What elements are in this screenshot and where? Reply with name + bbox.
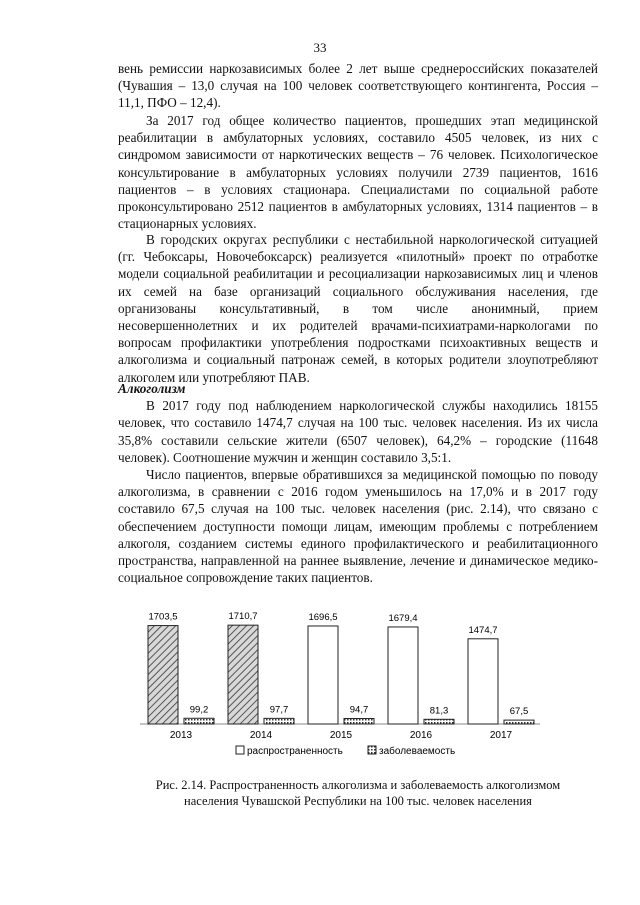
data-label-incidence-2016: 81,3 bbox=[429, 705, 449, 717]
legend-label-prevalence: распространенность bbox=[247, 746, 343, 757]
bar-incidence-2013 bbox=[184, 718, 214, 724]
legend-label-incidence: заболеваемость bbox=[379, 746, 456, 757]
bar-prevalence-2017 bbox=[468, 639, 498, 724]
bar-incidence-2015 bbox=[344, 719, 374, 724]
section-heading: Алкоголизм bbox=[118, 381, 186, 396]
figure-caption bbox=[118, 777, 598, 809]
caption-line: населения Чувашской Республики на 100 тыс. человек населения bbox=[184, 794, 532, 808]
paragraph-text: За 2017 год общее количество пациентов, прошедших этап медицинской реабилитации в амбулаторных условиях, составило 4505 человек, из них с синдромом зависимости от наркотических веществ – 76 человек. Психологическое консультирование в амбулаторных условиях получили 2739 пациентов, 1616 пациентов – в условиях стационара. Специалистами по социальной работе проконсультировано 2512 пациентов в амбулаторных условиях, 1314 пациентов – в стационарных условиях. bbox=[118, 113, 598, 232]
data-label-incidence-2014: 97,7 bbox=[269, 704, 289, 716]
data-label-prevalence-2015: 1696,5 bbox=[308, 611, 338, 623]
bar-incidence-2014 bbox=[264, 718, 294, 724]
data-label-incidence-2013: 99,2 bbox=[189, 704, 209, 716]
data-label-prevalence-2014: 1710,7 bbox=[228, 611, 258, 623]
paragraph-pilot-project bbox=[118, 231, 598, 386]
bar-incidence-2016 bbox=[424, 719, 454, 724]
tick-label-2013: 2013 bbox=[169, 730, 193, 741]
bar-prevalence-2013 bbox=[148, 626, 178, 724]
bar-prevalence-2015 bbox=[308, 626, 338, 724]
tick-label-2017: 2017 bbox=[489, 730, 513, 741]
data-label-prevalence-2017: 1474,7 bbox=[468, 624, 498, 636]
legend-swatch-prevalence bbox=[236, 746, 244, 754]
bar-prevalence-2014 bbox=[228, 625, 258, 724]
data-label-prevalence-2013: 1703,5 bbox=[148, 611, 178, 623]
tick-label-2016: 2016 bbox=[409, 730, 433, 741]
data-label-incidence-2015: 94,7 bbox=[349, 704, 369, 716]
bar-prevalence-2016 bbox=[388, 627, 418, 724]
data-label-prevalence-2016: 1679,4 bbox=[388, 612, 418, 624]
paragraph-text: В городских округах республики с нестабильной наркологической ситуацией (гг. Чебоксары, Новочебоксарск) реализуется «пилотный» проект по отработке модели социальной реабилитации и ресоциализации наркозависимых лиц и членов их семей на базе организаций социального обслуживания населения, где организованы консультативный, в том числе анонимный, прием несовершеннолетних и их родителей врачами-психиатрами-наркологами по вопросам профилактики употребления подростками психоактивных веществ и алкоголизма и социальный патронаж семей, в которых родители злоупотребляют алкоголем или употребляют ПАВ. bbox=[118, 232, 598, 385]
tick-label-2015: 2015 bbox=[329, 730, 353, 741]
section-alcoholism bbox=[118, 380, 598, 586]
caption-line: Рис. 2.14. Распространенность алкоголизма и заболеваемость алкоголизмом bbox=[155, 778, 561, 792]
paragraph-text: вень ремиссии наркозависимых более 2 лет выше среднероссийских показателей (Чувашия – 13,0 случая на 100 человек соответствующего контингента, Россия – 11,1, ПФО – 12,4). bbox=[118, 61, 598, 111]
page-number: 33 bbox=[313, 40, 327, 55]
data-label-incidence-2017: 67,5 bbox=[509, 706, 529, 718]
bar-incidence-2017 bbox=[504, 720, 534, 724]
paragraph-text: Число пациентов, впервые обратившихся за медицинской помощью по поводу алкоголизма, в сравнении с 2016 годом уменьшилось на 17,0% и в 2017 году составило 67,5 случая на 100 тыс. человек населения (рис. 2.14), что связано с обеспечением доступности помощи лицам, имеющим проблемы с потреблением алкоголя, созданием системы единого профилактического и реабилитационного пространства, направленной на раннее выявление, лечение и динамическое медико-социальное сопровождение таких пациентов. bbox=[118, 467, 598, 586]
paragraph-remission bbox=[118, 60, 598, 112]
legend-swatch-incidence bbox=[368, 746, 376, 754]
paragraph-text: В 2017 году под наблюдением наркологической службы находились 18155 человек, что составило 1474,7 случая на 100 тыс. человек населения. Из их числа 35,8% составили сельские жители (6507 человек), 64,2% – городские (11648 человек). Соотношение мужчин и женщин составило 3,5:1. bbox=[118, 398, 598, 465]
bar-chart bbox=[140, 590, 540, 760]
paragraph-rehabilitation bbox=[118, 112, 598, 232]
tick-label-2014: 2014 bbox=[249, 730, 273, 741]
